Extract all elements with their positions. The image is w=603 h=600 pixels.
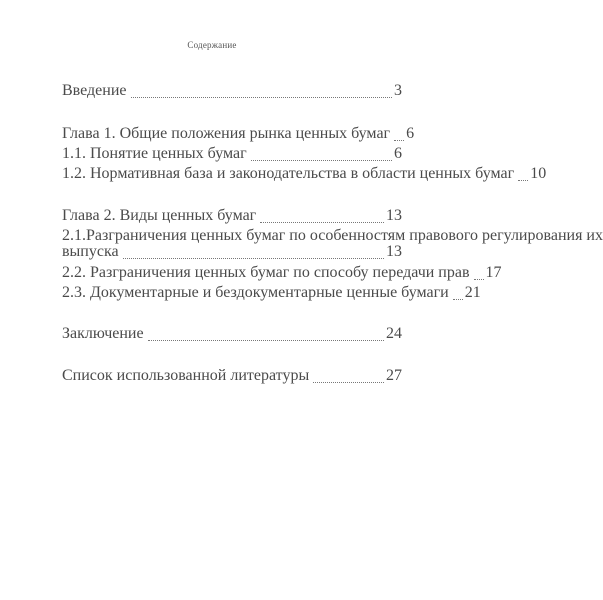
toc-leader (313, 382, 384, 383)
toc-page-number: 10 (530, 165, 547, 182)
toc-entry-chapter-1 (62, 125, 415, 143)
toc-leader (123, 258, 384, 259)
toc-entry-label: Глава 2. Виды ценных бумаг (62, 207, 257, 224)
toc-leader (453, 299, 463, 300)
toc-entry-introduction (62, 82, 402, 100)
toc-entry-section-1-2 (62, 165, 547, 183)
toc-entry-section-1-1 (62, 145, 402, 163)
toc-entry-label: Понятие ценных бумаг (90, 145, 247, 162)
toc-page-number: 21 (464, 284, 481, 301)
toc-entry-conclusion (62, 325, 402, 343)
toc-entry-label-continuation: выпуска (62, 243, 119, 260)
toc-leader (518, 180, 528, 181)
toc-entry-label: Разграничения ценных бумаг по способу передачи прав (90, 264, 470, 281)
toc-entry-label: Документарные и бездокументарные ценные бумаги (90, 284, 449, 301)
toc-leader (148, 340, 384, 341)
toc-entry-chapter-2 (62, 207, 402, 225)
toc-page-number: 24 (386, 325, 402, 342)
toc-page-number: 13 (386, 207, 402, 224)
toc-leader (260, 222, 384, 223)
toc-entry-label: Список использованной литературы (62, 367, 310, 384)
toc-section-number: 2.2. (62, 264, 86, 281)
toc-entry-label: Разграничения ценных бумаг по особенностям правового регулирования их (86, 227, 603, 244)
toc-page-number: 3 (394, 82, 402, 99)
toc-page-number: 17 (485, 264, 502, 281)
toc-leader (251, 160, 392, 161)
toc-section-number: 2.1. (62, 227, 86, 244)
toc-entry-label: Нормативная база и законодательства в области ценных бумаг (90, 165, 515, 182)
toc-page-number: 6 (406, 125, 415, 142)
toc-entry-label: Введение (62, 82, 127, 99)
toc-page-number: 13 (386, 243, 402, 260)
toc-leader (131, 97, 393, 98)
toc-entry-label: Заключение (62, 325, 144, 342)
page-title: Содержание (187, 40, 237, 50)
toc-section-number: 2.3. (62, 284, 86, 301)
toc-entry-section-2-1-continuation (62, 243, 402, 261)
toc-entry-section-2-2 (62, 264, 502, 282)
toc-page-number: 6 (394, 145, 402, 162)
toc-section-number: 1.1. (62, 145, 86, 162)
toc-leader (394, 140, 404, 141)
toc-entry-bibliography (62, 367, 402, 385)
toc-section-number: 1.2. (62, 165, 86, 182)
toc-entry-section-2-3 (62, 284, 481, 302)
toc-entry-label: Глава 1. Общие положения рынка ценных бумаг (62, 125, 391, 142)
toc-leader (474, 279, 484, 280)
toc-page-number: 27 (386, 367, 402, 384)
